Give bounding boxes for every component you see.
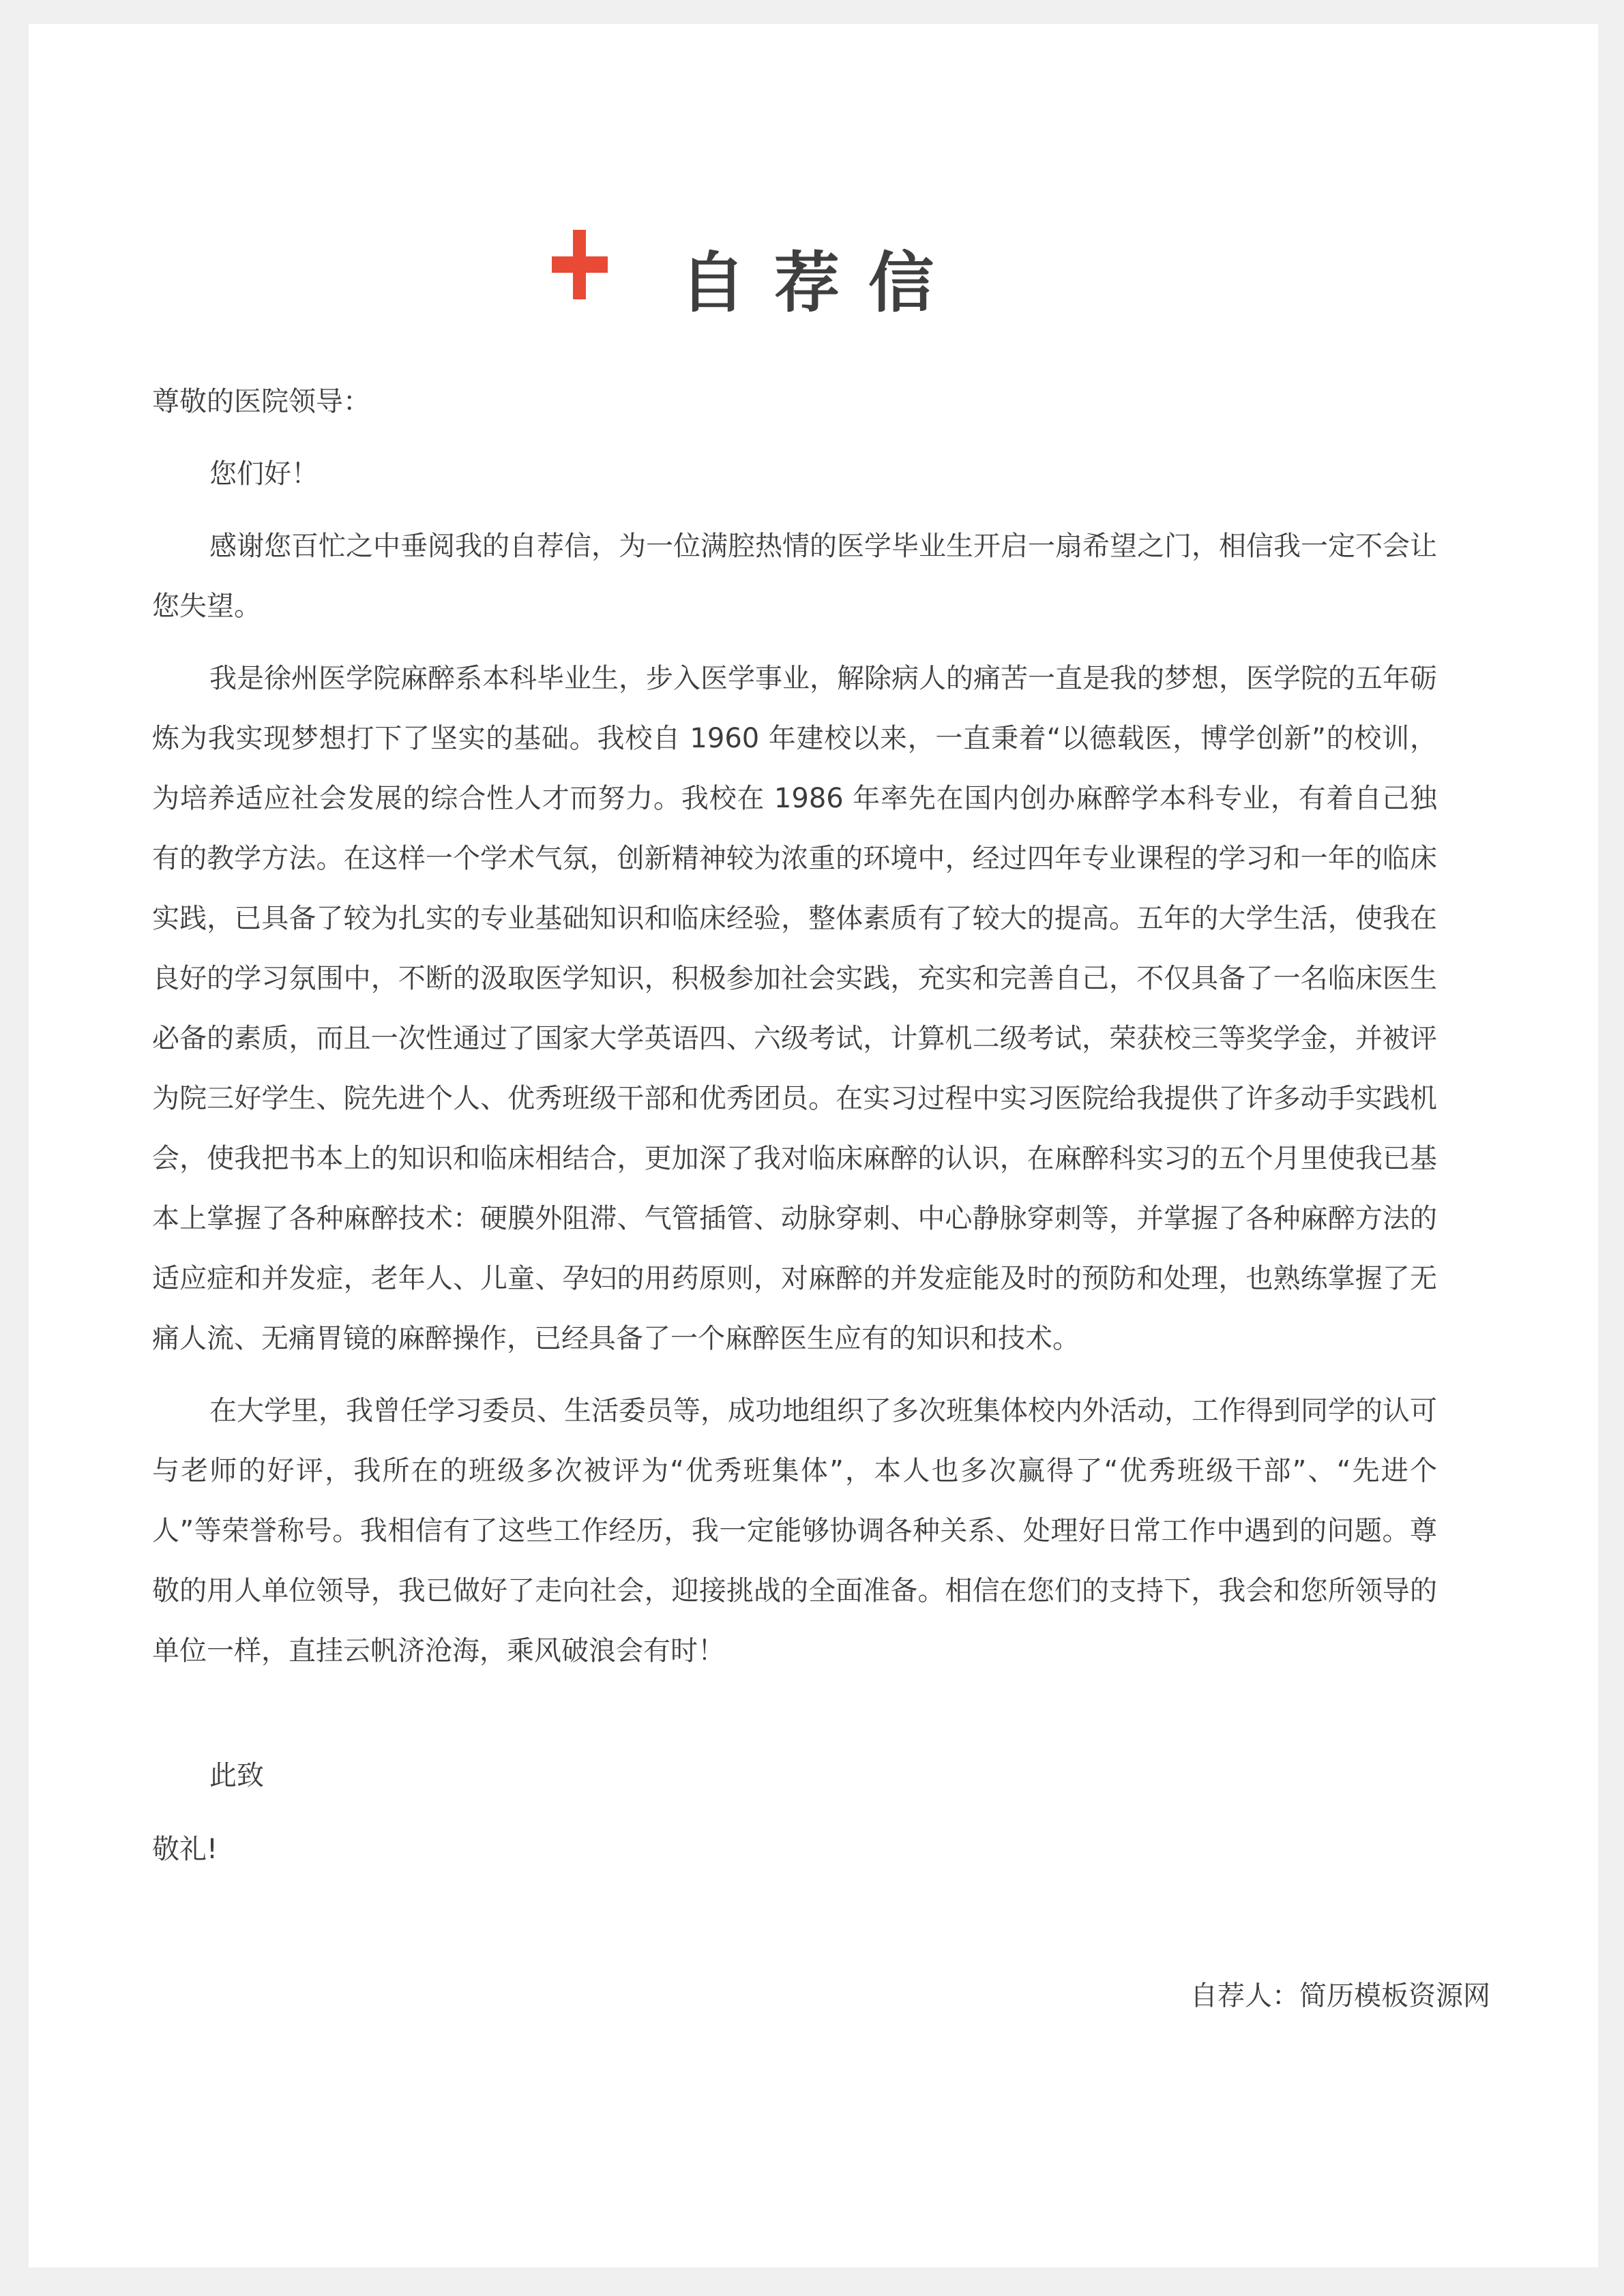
title-header — [29, 24, 1598, 351]
red-cross-icon — [552, 230, 608, 299]
paragraph-intro: 感谢您百忙之中垂阅我的自荐信，为一位满腔热情的医学毕业生开启一扇希望之门，相信我一定不会让您失望。 — [152, 531, 1437, 622]
page-title: 自荐信 — [680, 245, 962, 321]
paragraph-activities: 在大学里，我曾任学习委员、生活委员等，成功地组织了多次班集体校内外活动，工作得到同学的认可与老师的好评，我所在的班级多次被评为“优秀班集体”，本人也多次赢得了“优秀班级干部”、“先进个人”等荣誉称号。我相信有了这些工作经历，我一定能够协调各种关系、处理好日常工作中遇到的问题。尊敬的用人单位领导，我已做好了走向社会，迎接挑战的全面准备。相信在您们的支持下，我会和您所领导的单位一样，直挂云帆济沧海，乘风破浪会有时！ — [152, 1395, 1437, 1667]
closing-block — [152, 1746, 1437, 1893]
greeting: 您们好！ — [209, 458, 319, 490]
paragraph-education: 我是徐州医学院麻醉系本科毕业生，步入医学事业，解除病人的痛苦一直是我的梦想，医学院的五年砺炼为我实现梦想打下了坚实的基础。我校自 1960 年建校以来，一直秉着“以德载医，博学创新”的校训，为培养适应社会发展的综合性人才而努力。我校在 1986 年率先在国内创办麻醉学本科专业，有着自己独有的教学方法。在这样一个学术气氛，创新精神较为浓重的环境中，经过四年专业课程的学习和一年的临床实践，已具备了较为扎实的专业基础知识和临床经验，整体素质有了较大的提高。五年的大学生活，使我在良好的学习氛围中，不断的汲取医学知识，积极参加社会实践，充实和完善自己，不仅具备了一名临床医生必备的素质，而且一次性通过了国家大学英语四、六级考试，计算机二级考试，荣获校三等奖学金，并被评为院三好学生、院先进个人、优秀班级干部和优秀团员。在实习过程中实习医院给我提供了许多动手实践机会，使我把书本上的知识和临床相结合，更加深了我对临床麻醉的认识，在麻醉科实习的五个月里使我已基本上掌握了各种麻醉技术：硬膜外阻滞、气管插管、动脉穿刺、中心静脉穿刺等，并掌握了各种麻醉方法的适应症和并发症，老年人、儿童、孕妇的用药原则，对麻醉的并发症能及时的预防和处理，也熟练掌握了无痛人流、无痛胃镜的麻醉操作，已经具备了一个麻醉医生应有的知识和技术。 — [152, 663, 1437, 1354]
letter-body — [152, 372, 1437, 1693]
signature: 自荐人：简历模板资源网 — [1190, 1980, 1490, 2012]
salutation: 尊敬的医院领导： — [152, 386, 370, 417]
closing-jingli: 敬礼! — [152, 1834, 218, 1865]
closing-cizhi: 此致 — [209, 1760, 264, 1791]
